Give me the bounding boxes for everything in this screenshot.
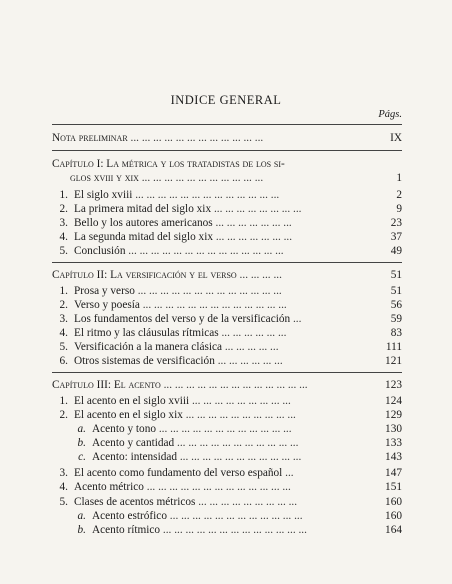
- toc-subentry: [70, 450, 362, 464]
- toc-subentry: [70, 436, 362, 450]
- entry-number: 6.: [59, 355, 68, 367]
- entry-page-number: 143: [385, 451, 402, 463]
- toc-entry: [52, 244, 362, 258]
- entry-number: 3.: [59, 313, 68, 325]
- entry-page-number: 164: [385, 524, 402, 536]
- entry-page-number: 111: [385, 341, 402, 353]
- entry-page-number: IX: [390, 132, 402, 144]
- leader-dots: ... ... ... ... ... ... ... ... ... ... ...: [141, 172, 264, 184]
- leader-dots: ... ... ... ... ... ... ... ... ... ...: [185, 409, 296, 421]
- section-divider: [52, 262, 402, 263]
- entry-label: Verso y poesía: [74, 299, 140, 311]
- leader-dots: ... ... ... ... ... ... ... ... ... ... ... ...: [169, 510, 303, 522]
- leader-dots: ... ... ... ... ... ... ... ... ... ... ... ... ...: [163, 379, 308, 391]
- leader-dots: ... ... ... ... ... ...: [221, 327, 287, 339]
- toc-entry: [52, 394, 362, 408]
- entry-page-number: 9: [396, 203, 402, 215]
- leader-dots: ... ... ... ... ... ... ... ... ... ... ... ... ...: [162, 524, 307, 536]
- leader-dots: ... ... ... ... ... ... ... ...: [213, 203, 302, 215]
- entry-label: Acento métrico: [74, 481, 144, 493]
- leader-dots: ... ... ... ... ... ... ... ... ... ... ... ...: [158, 423, 292, 435]
- entry-number: 5.: [59, 496, 68, 508]
- entry-label: glos xviii y xix: [70, 172, 139, 184]
- entry-number: 4.: [59, 231, 68, 243]
- entry-label: Acento rítmico: [92, 524, 161, 536]
- entry-label: Acento y cantidad: [92, 437, 175, 449]
- entry-number: 5.: [59, 341, 68, 353]
- entry-page-number: 51: [390, 269, 402, 281]
- entry-page-number: 130: [385, 423, 402, 435]
- leader-dots: ... ... ... ... ...: [224, 341, 279, 353]
- entry-label: Conclusión: [74, 245, 126, 257]
- entry-letter: a.: [77, 423, 86, 435]
- entry-page-number: 147: [385, 467, 402, 479]
- entry-label: Nota preliminar: [52, 132, 128, 144]
- leader-dots: ... ... ... ... ... ... ...: [215, 217, 292, 229]
- leader-dots: ... ... ... ... ... ... ...: [215, 231, 293, 243]
- entry-label: El acento en el siglo xix: [74, 409, 183, 421]
- entry-number: 2.: [59, 409, 68, 421]
- leader-dots: ... ... ... ... ... ... ... ... ... ... ...: [179, 451, 302, 463]
- toc-entry: [52, 340, 362, 354]
- toc-subentry: [70, 509, 362, 523]
- toc-subentry: [70, 422, 362, 436]
- toc-chapter-2-heading: [52, 268, 362, 282]
- toc-entry: [52, 408, 362, 422]
- entry-label: La primera mitad del siglo xix: [74, 203, 212, 215]
- entry-label: Versificación a la manera clásica: [74, 341, 223, 353]
- entry-number: 2.: [59, 299, 68, 311]
- entry-number: 4.: [59, 327, 68, 339]
- entry-label: El siglo xviii: [74, 189, 133, 201]
- entry-page-number: 160: [385, 510, 402, 522]
- leader-dots: ... ... ... ... ... ... ... ... ... ... ... ... ...: [137, 285, 282, 297]
- entry-label: El ritmo y las cláusulas rítmicas: [74, 327, 219, 339]
- leader-dots: ... ... ... ... ... ... ... ... ...: [198, 496, 298, 508]
- entry-number: 1.: [59, 285, 68, 297]
- entry-letter: c.: [78, 451, 86, 463]
- leader-dots: ... ... ... ... ... ... ... ... ... ... ... ...: [130, 132, 264, 144]
- toc-entry: [52, 188, 362, 202]
- toc-entry: [52, 298, 362, 312]
- entry-label: Capítulo I: La métrica y los tratadistas de los si-: [52, 158, 285, 170]
- toc-entry: [52, 202, 362, 216]
- entry-label: La segunda mitad del siglo xix: [74, 231, 213, 243]
- entry-label: Acento y tono: [92, 423, 157, 435]
- entry-number: 5.: [59, 245, 68, 257]
- entry-page-number: 37: [390, 231, 402, 243]
- entry-page-number: 1: [396, 172, 402, 184]
- entry-number: 1.: [59, 395, 68, 407]
- entry-page-number: 56: [390, 299, 402, 311]
- leader-dots: ...: [285, 467, 294, 479]
- entry-page-number: 23: [390, 217, 402, 229]
- entry-label: Capítulo II: La versificación y el verso: [52, 269, 237, 281]
- toc-entry: [52, 495, 362, 509]
- entry-page-number: 124: [385, 395, 402, 407]
- entry-page-number: 51: [390, 285, 402, 297]
- entry-label: Capítulo III: El acento: [52, 379, 161, 391]
- toc-entry: [52, 230, 362, 244]
- leader-dots: ... ... ... ... ... ... ... ... ... ... ... ... ...: [146, 481, 291, 493]
- entry-page-number: 2: [396, 189, 402, 201]
- entry-page-number: 59: [390, 313, 402, 325]
- entry-label: Acento estrófico: [92, 510, 167, 522]
- entry-label: El acento en el siglo xviii: [74, 395, 190, 407]
- entry-number: 3.: [59, 217, 68, 229]
- toc-entry-nota-preliminar: [52, 131, 362, 145]
- leader-dots: ...: [292, 313, 302, 325]
- leader-dots: ... ... ... ... ... ... ... ... ... ... ... ... ... ...: [128, 245, 284, 257]
- entry-letter: b.: [77, 524, 86, 536]
- leader-dots: ... ... ... ... ... ... ... ... ... ... ...: [177, 437, 299, 449]
- section-divider: [52, 150, 402, 151]
- entry-page-number: 49: [390, 245, 402, 257]
- entry-page-number: 83: [390, 327, 402, 339]
- entry-letter: a.: [77, 510, 86, 522]
- page-title: INDICE GENERAL: [170, 93, 282, 107]
- entry-page-number: 133: [385, 437, 402, 449]
- toc-chapter-3-heading: [52, 378, 362, 392]
- toc-chapter-1-heading-cont: [70, 171, 370, 185]
- entry-label: Prosa y verso: [74, 285, 135, 297]
- leader-dots: ... ... ... ... ... ... ... ... ... ... ... ... ...: [142, 299, 287, 311]
- toc-chapter-1-heading: [52, 157, 402, 171]
- entry-label: Acento: intensidad: [92, 451, 178, 463]
- pages-column-label: Págs.: [378, 109, 402, 120]
- toc-entry: [52, 216, 362, 230]
- toc-entry: [52, 326, 362, 340]
- entry-label: Clases de acentos métricos: [74, 496, 196, 508]
- toc-entry: [52, 312, 372, 326]
- section-divider: [52, 372, 402, 373]
- entry-number: 3.: [59, 467, 68, 479]
- leader-dots: ... ... ... ...: [239, 269, 282, 281]
- entry-label: Otros sistemas de versificación: [74, 355, 215, 367]
- toc-entry: [52, 284, 362, 298]
- toc-entry: [52, 354, 362, 368]
- entry-page-number: 129: [385, 409, 402, 421]
- leader-dots: ... ... ... ... ... ... ... ... ... ... ... ... ...: [135, 189, 280, 201]
- entry-page-number: 160: [385, 496, 402, 508]
- toc-entry: [52, 466, 382, 480]
- entry-label: Bello y los autores americanos: [74, 217, 213, 229]
- leader-dots: ... ... ... ... ... ... ... ... ...: [191, 395, 291, 407]
- entry-number: 2.: [59, 203, 68, 215]
- entry-page-number: 123: [385, 379, 402, 391]
- entry-page-number: 151: [385, 481, 402, 493]
- entry-page-number: 121: [385, 355, 402, 367]
- toc-subentry: [70, 523, 362, 537]
- toc-entry: [52, 480, 362, 494]
- entry-label: Los fundamentos del verso y de la versificación: [74, 313, 291, 325]
- entry-letter: b.: [77, 437, 86, 449]
- entry-number: 4.: [59, 481, 68, 493]
- header-divider: [52, 124, 402, 125]
- leader-dots: ... ... ... ... ... ...: [217, 355, 283, 367]
- entry-number: 1.: [59, 189, 68, 201]
- entry-label: El acento como fundamento del verso español: [74, 467, 283, 479]
